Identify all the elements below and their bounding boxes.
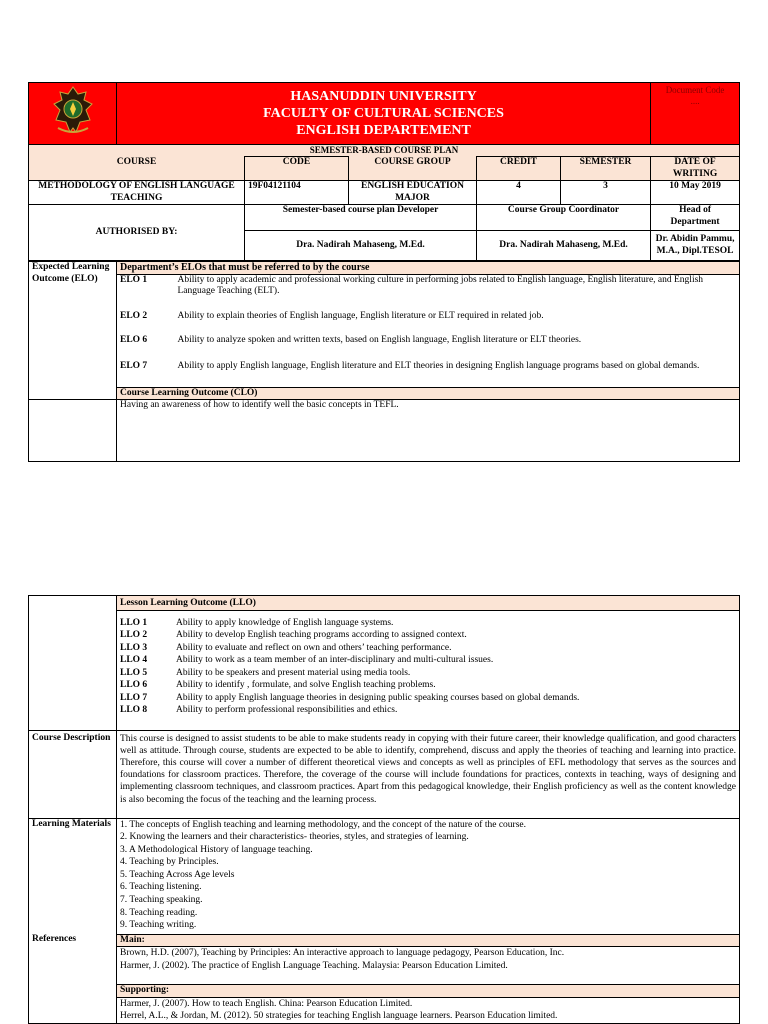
elo-code-3: ELO 6: [117, 335, 175, 361]
list-item: Harmer, J. (2007). How to teach English. China: Pearson Education Limited.: [120, 998, 413, 1009]
elo-text-4: Ability to apply English language, English literature and ELT theories in designing English language programs based on global demands.: [175, 361, 740, 387]
elo-text-2: Ability to explain theories of English language, English literature or ELT required in related job.: [175, 311, 740, 335]
llo-left-cell: [29, 596, 117, 731]
list-item: Harmer, J. (2002). The practice of English Language Teaching. Malaysia: Pearson Education Limited.: [120, 961, 508, 971]
list-item: LLO 4 Ability to work as a team member of an inter-disciplinary and multi-cultural issues.: [120, 655, 494, 665]
col-date: DATE OF WRITING: [651, 157, 740, 181]
list-item: 4. Teaching by Principles.: [120, 857, 219, 868]
list-item: 7. Teaching speaking.: [120, 895, 203, 906]
header-titles: [117, 83, 651, 145]
list-item: Brown, H.D. (2007), Teaching by Principles: An interactive approach to language pedagogy, Pearson Education, Inc.: [120, 948, 565, 958]
plan-title: SEMESTER-BASED COURSE PLAN: [29, 145, 740, 157]
document-code-value: ....: [690, 96, 700, 106]
course-date: 10 May 2019: [651, 181, 740, 205]
document-code-cell: [651, 83, 740, 145]
references-supporting-heading: Supporting:: [117, 985, 740, 998]
list-item: LLO 2 Ability to develop English teaching programs according to assigned context.: [120, 630, 467, 640]
list-item: LLO 7 Ability to apply English language theories in designing public speaking courses based on global demands.: [120, 692, 580, 703]
references-label: References: [29, 934, 117, 1023]
col-course-group: COURSE GROUP: [349, 157, 477, 181]
university-crest-icon: [48, 84, 98, 138]
course-group: ENGLISH EDUCATION MAJOR: [349, 181, 477, 205]
course-semester: 3: [561, 181, 651, 205]
clo-left-empty: [29, 400, 117, 462]
list-item: LLO 1 Ability to apply knowledge of English language systems.: [120, 617, 394, 628]
list-item: 1. The concepts of English teaching and learning methodology, and the concept of the nature of the course.: [120, 819, 526, 830]
coordinator-title: Course Group Coordinator: [477, 205, 651, 231]
list-item: 8. Teaching reading.: [120, 907, 198, 918]
references-supporting-list: [117, 997, 740, 1023]
page-one: [0, 82, 768, 462]
course-code: 19F04121104: [245, 181, 349, 205]
head-title-cell: Head of Department: [651, 205, 740, 231]
coordinator-name: Dra. Nadirah Mahaseng, M.Ed.: [477, 231, 651, 261]
course-credit: 4: [477, 181, 561, 205]
elo-heading: Department’s ELOs that must be referred to by the course: [117, 262, 740, 275]
col-course: COURSE: [29, 157, 245, 181]
authorised-label: AUTHORISED BY:: [29, 205, 245, 261]
developer-name: Dra. Nadirah Mahaseng, M.Ed.: [245, 231, 477, 261]
llo-heading: Lesson Learning Outcome (LLO): [117, 596, 740, 611]
department-name: ENGLISH DEPARTEMENT: [296, 123, 471, 138]
course-description-label: Course Description: [29, 730, 117, 818]
col-code: CODE: [245, 157, 349, 181]
llo-list-cell: [117, 610, 740, 730]
col-semester: SEMESTER: [561, 157, 651, 181]
list-item: 3. A Methodological History of language teaching.: [120, 844, 313, 855]
elo-text-3: Ability to analyze spoken and written texts, based on English language, English literature or ELT theories.: [175, 335, 740, 361]
elo-table: [28, 261, 740, 462]
elo-text-1: Ability to apply academic and professional working culture in performing jobs related to English language, English literature, and English Language Teaching (ELT).: [175, 274, 740, 311]
elo-label: Expected Learning Outcome (ELO): [29, 262, 117, 400]
list-item: 6. Teaching listening.: [120, 882, 202, 893]
course-description-text: This course is designed to assist students to be able to make students ready in copying with their future career, their knowledge qualification, and good characters well as attitude. Through course, students are expected to be able to identify, comprehend, discuss and apply the theories of teaching and learning into practice. Therefore, this course will cover a number of different theoretical views and concepts as well as principles of EFL methodology that serves as the sources and foundations for classroom practices. Therefore, the coverage of the course will include foundations for practices, contexts in teaching, ways of designing and implementing classroom techniques, and classroom practices. Apart from this pedagogical knowledge, their English proficiency as well as the content knowledge is also becoming the focus of the teaching and the learning process.: [117, 730, 740, 818]
clo-heading: Course Learning Outcome (CLO): [117, 387, 740, 400]
elo-code-2: ELO 2: [117, 311, 175, 335]
university-name: HASANUDDIN UNIVERSITY: [290, 89, 477, 104]
head-name: Dr. Abidin Pammu, M.A., Dipl.TESOL: [651, 231, 740, 261]
faculty-name: FACULTY OF CULTURAL SCIENCES: [263, 106, 504, 121]
list-item: LLO 5 Ability to be speakers and present material using media tools.: [120, 667, 411, 678]
list-item: LLO 8 Ability to perform professional responsibilities and ethics.: [120, 705, 398, 715]
developer-title: Semester-based course plan Developer: [245, 205, 477, 231]
elo-code-1: ELO 1: [117, 274, 175, 311]
document-code-label: Document Code: [665, 85, 725, 95]
header-table: [28, 82, 740, 261]
list-item: 5. Teaching Across Age levels: [120, 869, 235, 880]
elo-code-4: ELO 7: [117, 361, 175, 387]
list-item: 2. Knowing the learners and their characteristics- theories, styles, and strategies of learning.: [120, 832, 469, 843]
references-main-heading: Main:: [117, 934, 740, 947]
col-credit: CREDIT: [477, 157, 561, 181]
logo-cell: [29, 83, 117, 145]
course-name: METHODOLOGY OF ENGLISH LANGUAGE TEACHING: [29, 181, 245, 205]
clo-text: Having an awareness of how to identify well the basic concepts in TEFL.: [117, 400, 740, 462]
list-item: Herrel, A.L., & Jordan, M. (2012). 50 strategies for teaching English language learners. Pearson Education limited.: [120, 1011, 558, 1021]
llo-list: [120, 617, 736, 717]
page-two: [0, 595, 768, 1024]
learning-materials-label: Learning Materials: [29, 818, 117, 934]
list-item: 9. Teaching writing.: [120, 920, 197, 931]
list-item: LLO 6 Ability to identify , formulate, and solve English teaching problems.: [120, 680, 436, 690]
list-item: LLO 3 Ability to evaluate and reflect on own and others’ teaching performance.: [120, 642, 452, 653]
references-main-list: [117, 947, 740, 985]
learning-materials-list: [117, 818, 740, 934]
llo-table: [28, 595, 740, 1024]
